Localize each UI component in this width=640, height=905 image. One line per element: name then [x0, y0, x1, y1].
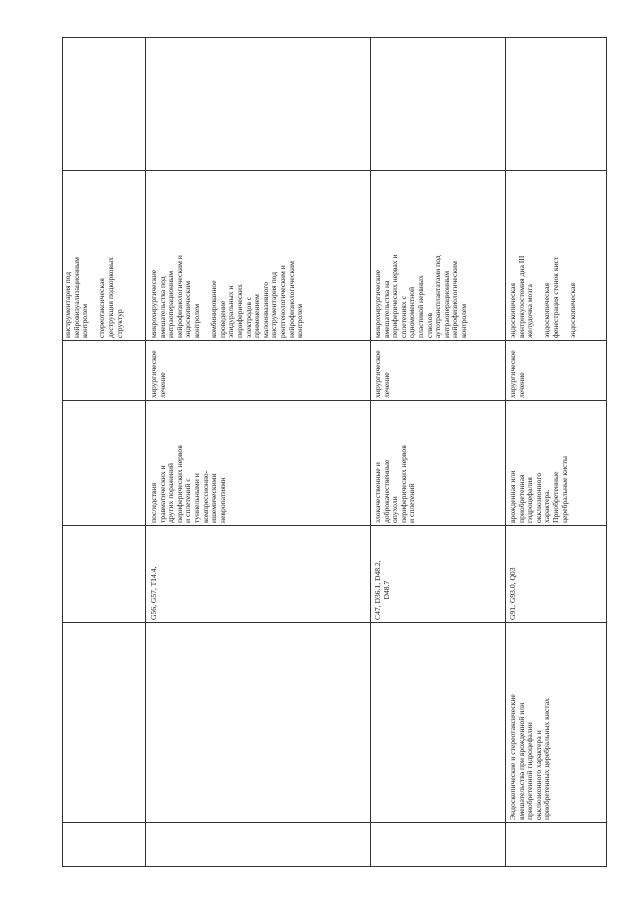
row-2-treatment: хирургическое лечение — [373, 350, 391, 398]
column-divider — [62, 822, 606, 823]
table-border-top — [62, 37, 606, 38]
row-2-method: микрохирургические вмешательства на периферических нервах и сплетениях с одномоментной пластикой нервных стволов аутотрансплантатами под интраоперационным нейрофизиологическим контролем — [373, 254, 468, 338]
row-3-codes: G91, G93.0, Q03 — [508, 567, 517, 620]
row-1-codes: G56, G57, T14.4, — [149, 566, 158, 620]
row-1-model: последствия травматических и других поражений периферических нервов и сплетений с туннельными и компрессионно- ишемическими невропатиями — [149, 445, 227, 523]
column-divider — [62, 170, 606, 171]
row-1-treatment: хирургическое лечение — [149, 350, 167, 398]
row-1-method: микрохирургические вмешательства под интраоперационным нейрофизиологическим и эндоскопическим контролем комбинированное проведение эпидуральных и периферических электродов с применением малоинвазивного инструментария под рентгенологическим и нейрофизиологическим контролем — [149, 255, 305, 338]
row-2-codes: C47, D36.1, D48.2, D48.7 — [373, 560, 391, 620]
table-border-bottom — [62, 866, 606, 867]
row-3-treatment: хирургическое лечение — [508, 350, 526, 398]
column-divider — [62, 400, 606, 401]
row-divider — [505, 37, 506, 867]
row-divider — [145, 37, 146, 867]
table-border-right — [606, 37, 607, 867]
row-divider — [370, 37, 371, 867]
column-divider — [62, 340, 606, 341]
row-2-model: злокачественные и доброкачественные опухоли периферических нервов и сплетений — [373, 445, 417, 523]
table-border-left — [62, 37, 63, 867]
column-divider — [62, 622, 606, 623]
row-3-method: эндоскопическая вентрикулостомия дна III желудочка мозга эндоскопическая фенестрация стенок кист эндоскопическая — [508, 255, 578, 338]
row-3-name: Эндоскопические и стереотаксические вмешательства при врожденной или приобретенной гидроцефалии окклюзионного характера и приобретенных церебральных кистах — [508, 694, 552, 820]
row-3-model: врожденная или приобретенная гидроцефалия окклюзионного характера. Приобретенные церебральные кисты — [508, 456, 569, 523]
row-0-method: инструментария под нейровизуализационным контролем стереотаксическая деструкция подкорковых структур — [63, 257, 124, 338]
column-divider — [62, 525, 606, 526]
